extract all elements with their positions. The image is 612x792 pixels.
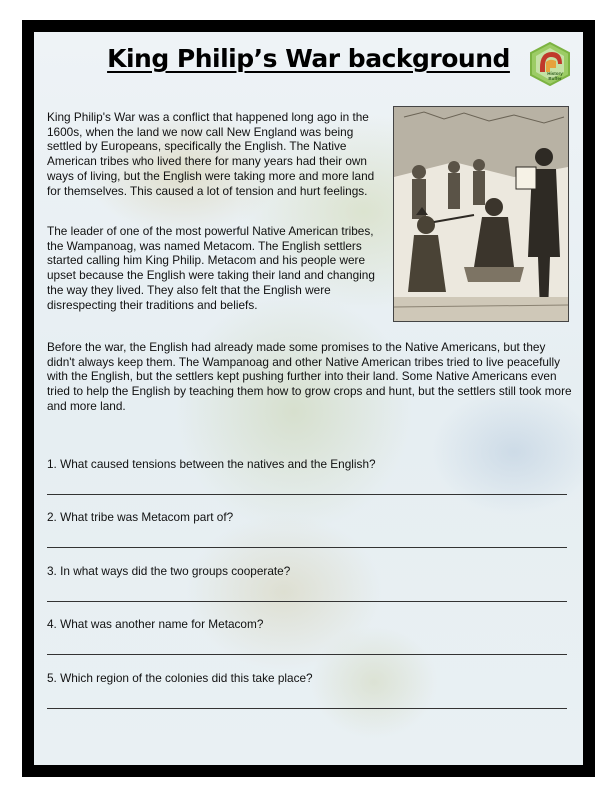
paragraph-intro: King Philip's War was a conflict that happened long ago in the 1600s, when the land we now call New England was being settled by Europeans, specifically the English. The Native American tribes who lived there for many years had their own ways of living, but the English were taking more and more land for themselves. This caused a lot of tension and hurt feelings. — [47, 110, 375, 198]
answer-line-4[interactable] — [47, 654, 567, 655]
svg-text:History: History — [547, 71, 563, 76]
page-title: King Philip’s War background — [107, 44, 510, 73]
question-3: 3. In what ways did the two groups cooperate? — [47, 564, 291, 578]
paragraph-before-war: Before the war, the English had already made some promises to the Native Americans, but they didn't always keep them. The Wampanoag and other Native American tribes tried to live peacefully with the English, but the settlers kept pushing further into their land. Some Native Americans even tried to help the English by teaching them how to grow crops and hunt, but the settlers still took more and more land. — [47, 340, 572, 413]
question-2: 2. What tribe was Metacom part of? — [47, 510, 234, 524]
svg-text:Buffer: Buffer — [548, 76, 562, 81]
answer-line-3[interactable] — [47, 601, 567, 602]
historical-engraving-image — [393, 106, 569, 322]
page-border — [22, 20, 595, 777]
answer-line-1[interactable] — [47, 494, 567, 495]
answer-line-2[interactable] — [47, 547, 567, 548]
question-5: 5. Which region of the colonies did this take place? — [47, 671, 313, 685]
answer-line-5[interactable] — [47, 708, 567, 709]
question-1: 1. What caused tensions between the natives and the English? — [47, 457, 376, 471]
worksheet-paper — [34, 32, 583, 765]
question-4: 4. What was another name for Metacom? — [47, 617, 264, 631]
paragraph-metacom: The leader of one of the most powerful Native American tribes, the Wampanoag, was named Metacom. The English settlers started calling him King Philip. Metacom and his people were upset because the English were taking their land and changing the way they lived. They also felt that the English were disrespecting their traditions and beliefs. — [47, 224, 375, 312]
